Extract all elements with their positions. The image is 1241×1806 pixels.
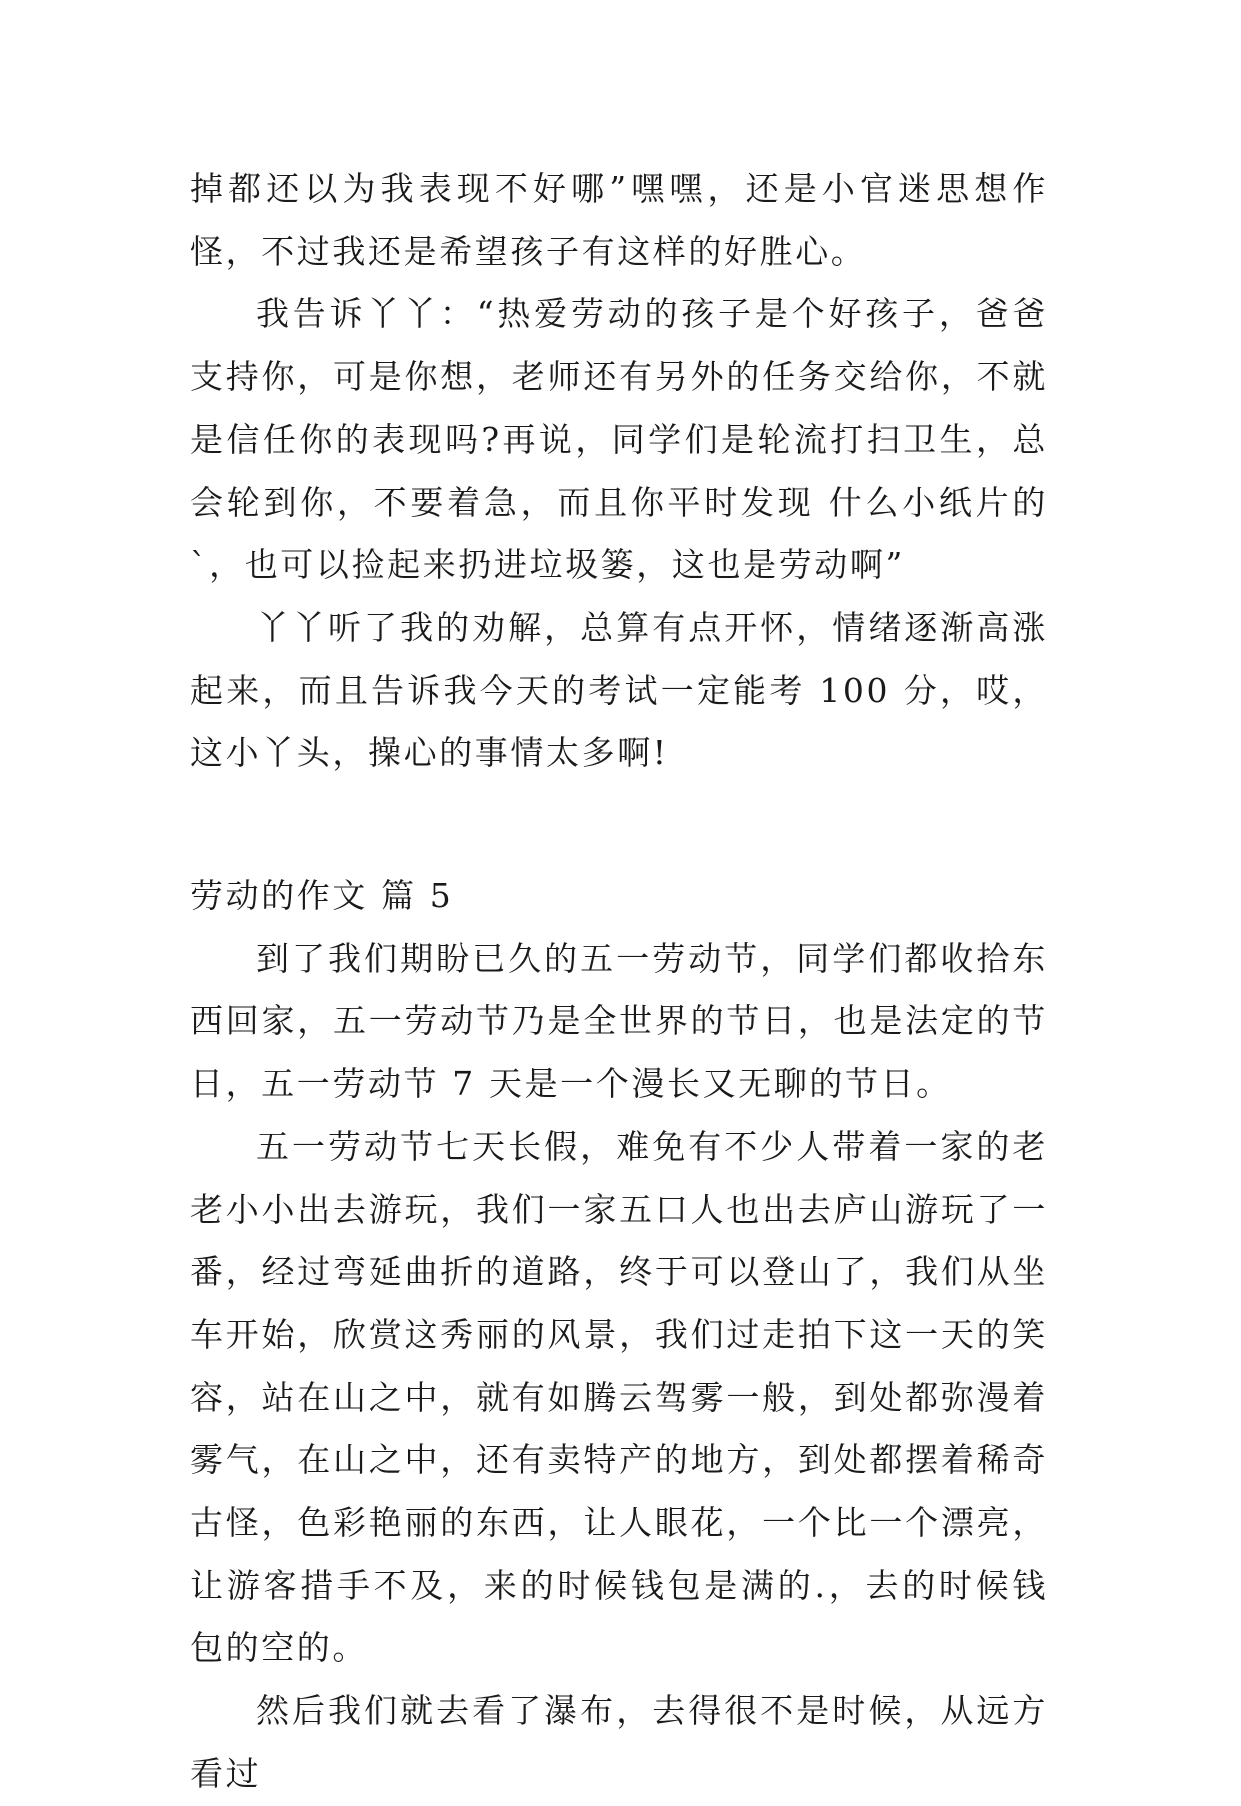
section-heading: 劳动的作文 篇 5 [190, 876, 454, 916]
paragraph-2: 我告诉丫丫：“热爱劳动的孩子是个好孩子，爸爸支持你，可是你想，老师还有另外的任务交给你，不就是信任你的表现吗?再说，同学们是轮流打扫卫生，总会轮到你，不要着急，而且你平时发现 什么小纸片的`，也可以捡起来扔进垃圾篓，这也是劳动啊” [190, 294, 1048, 585]
paragraph-3: 丫丫听了我的劝解，总算有点开怀，情绪逐渐高涨起来，而且告诉我今天的考试一定能考 100 分，哎，这小丫头，操心的事情太多啊! [190, 607, 1048, 773]
paragraph-4: 到了我们期盼已久的五一劳动节，同学们都收拾东西回家，五一劳动节乃是全世界的节日，也是法定的节日，五一劳动节 7 天是一个漫长又无聊的节日。 [190, 938, 1048, 1104]
paragraph-5: 五一劳动节七天长假，难免有不少人带着一家的老老小小出去游玩，我们一家五口人也出去庐山游玩了一番，经过弯延曲折的道路，终于可以登山了，我们从坐车开始，欣赏这秀丽的风景，我们过走拍下这一天的笑容，站在山之中，就有如腾云驾雾一般，到处都弥漫着雾气，在山之中，还有卖特产的地方，到处都摆着稀奇古怪，色彩艳丽的东西，让人眼花，一个比一个漂亮，让游客措手不及，来的时候钱包是满的.，去的时候钱包的空的。 [190, 1126, 1048, 1668]
paragraph-1: 掉都还以为我表现不好哪”嘿嘿，还是小官迷思想作怪，不过我还是希望孩子有这样的好胜心。 [190, 169, 1048, 271]
paragraph-6: 然后我们就去看了瀑布，去得很不是时候，从远方看过 [190, 1691, 1048, 1793]
document-page [190, 158, 1048, 1806]
